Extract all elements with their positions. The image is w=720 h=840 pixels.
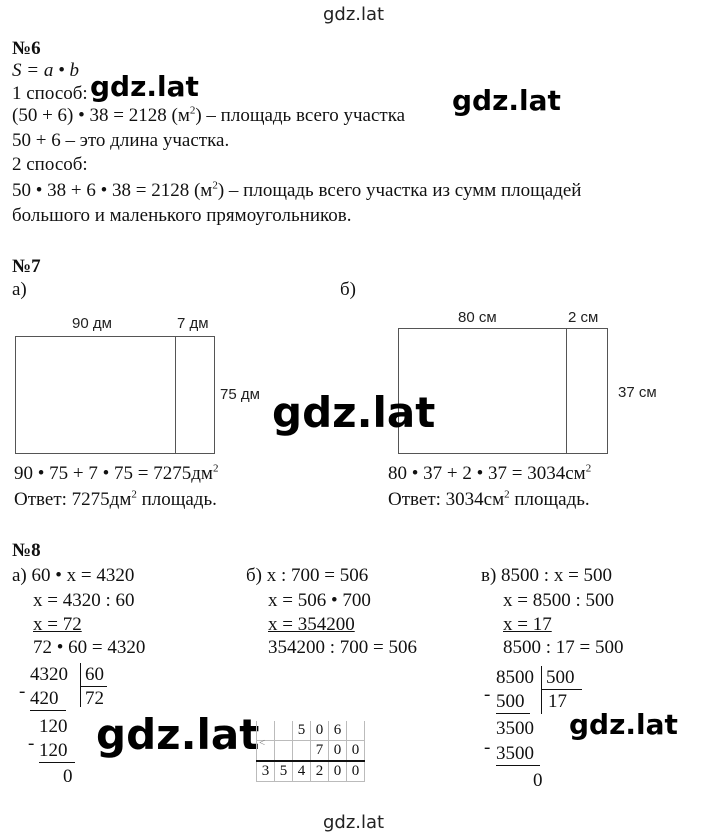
diagram-b-divider bbox=[566, 328, 567, 454]
footer-watermark: gdz.lat bbox=[323, 812, 385, 833]
task7-a-calc: 90 • 75 + 7 • $75 = 7275дм^2$ bbox=[14, 462, 219, 484]
grid-cell bbox=[275, 741, 293, 762]
task8-b-check: 354200 : 700 = 506 bbox=[268, 637, 417, 658]
division-c-line bbox=[496, 713, 530, 714]
division-c-sub2: 3500 bbox=[496, 743, 534, 764]
grid-cell: 7 bbox=[311, 741, 329, 762]
task6-title: №6 bbox=[12, 38, 41, 59]
diagram-b-width-small: 2 см bbox=[568, 309, 599, 326]
task8-b-step: x = 506 • 700 bbox=[268, 590, 371, 611]
diagram-a-width-small: 7 дм bbox=[177, 315, 209, 332]
task8-a-step: x = 4320 : 60 bbox=[33, 590, 135, 611]
task6-way1-label: 1 способ: bbox=[12, 83, 88, 104]
multiply-sign: < bbox=[259, 737, 266, 749]
task7-b-calc: 80 • 37 + 2 • $37 = 3034см^2$ bbox=[388, 462, 592, 484]
division-c-divisor: 500 bbox=[546, 667, 575, 688]
diagram-b-width-big: 80 см bbox=[458, 309, 497, 326]
division-c-line bbox=[542, 689, 582, 690]
task8-a-check: 72 • 60 = 4320 bbox=[33, 637, 146, 658]
watermark-logo: gdz.lat bbox=[92, 710, 263, 759]
task6-way2-line1: 50 • 38 + 6 • 38 = 2128 $(м^2)$ – площадь всего участка из сумм площадей bbox=[12, 179, 582, 201]
diagram-b-height: 37 см bbox=[618, 384, 657, 401]
grid-cell: 0 bbox=[347, 761, 365, 782]
task6-way1-line1: (50 + 6) • 38 = 2128 $(м^2)$ – площадь всего участка bbox=[12, 104, 406, 126]
division-a-sub1: 420 bbox=[30, 688, 59, 709]
task8-c-equation: в) 8500 : x = 500 bbox=[481, 565, 613, 586]
watermark-logo: gdz.lat bbox=[90, 70, 199, 103]
task6-formula: S = a • b bbox=[12, 60, 79, 81]
task7-label-b: б) bbox=[340, 279, 356, 300]
division-a-line bbox=[39, 762, 75, 763]
grid-cell: 6 bbox=[329, 721, 347, 741]
watermark-logo: gdz.lat bbox=[452, 84, 561, 117]
grid-cell bbox=[347, 721, 365, 741]
grid-cell: 3 bbox=[257, 761, 275, 782]
task6-way1-line2: 50 + 6 – это длина участка. bbox=[12, 130, 230, 151]
division-c-quotient: 17 bbox=[548, 691, 567, 712]
division-a-line bbox=[30, 710, 66, 711]
division-a-rem1: 120 bbox=[39, 716, 68, 737]
division-c-sub1: 500 bbox=[496, 691, 525, 712]
task8-title: №8 bbox=[12, 540, 41, 561]
task7-title: №7 bbox=[12, 256, 41, 277]
task8-c-step: x = 8500 : 500 bbox=[503, 590, 614, 611]
grid-cell: 0 bbox=[311, 721, 329, 741]
grid-cell: 4 bbox=[293, 761, 311, 782]
multiplication-grid bbox=[256, 721, 365, 782]
minus-sign: - bbox=[484, 737, 491, 758]
division-a-line bbox=[81, 686, 107, 687]
task7-b-answer: Ответ: $3034см^2$ площадь. bbox=[388, 488, 590, 510]
diagram-a-height: 75 дм bbox=[220, 386, 260, 403]
task6-way2-label: 2 способ: bbox=[12, 154, 88, 175]
header-watermark: gdz.lat bbox=[323, 4, 385, 25]
division-a-sub2: 120 bbox=[39, 740, 68, 761]
diagram-a-rectangle bbox=[15, 336, 215, 454]
grid-cell: 0 bbox=[329, 741, 347, 762]
minus-sign: - bbox=[28, 733, 35, 754]
minus-sign: - bbox=[484, 684, 491, 705]
division-a-remainder: 0 bbox=[63, 766, 73, 787]
watermark-logo: gdz.lat bbox=[272, 388, 436, 437]
watermark-logo: gdz.lat bbox=[569, 708, 678, 741]
division-c-bar bbox=[541, 666, 542, 714]
division-a-divisor: 60 bbox=[85, 664, 104, 685]
grid-cell: 0 bbox=[329, 761, 347, 782]
task7-a-answer: Ответ: $7275дм^2$ площадь. bbox=[14, 488, 217, 510]
grid-cell bbox=[293, 741, 311, 762]
task8-b-equation: б) x : 700 = 506 bbox=[246, 565, 369, 586]
task6-way2-line2: большого и маленького прямоугольников. bbox=[12, 205, 352, 226]
division-c-rem1: 3500 bbox=[496, 718, 534, 739]
grid-cell bbox=[275, 721, 293, 741]
minus-sign: - bbox=[19, 681, 26, 702]
grid-cell: 0 bbox=[347, 741, 365, 762]
division-c-dividend: 8500 bbox=[496, 667, 534, 688]
task8-a-answer: x = 72 bbox=[33, 614, 82, 635]
grid-cell: 5 bbox=[275, 761, 293, 782]
grid-cell: 5 bbox=[293, 721, 311, 741]
division-a-quotient: 72 bbox=[85, 688, 104, 709]
task8-a-equation: а) 60 • x = 4320 bbox=[12, 565, 135, 586]
task7-label-a: а) bbox=[12, 279, 27, 300]
diagram-a-width-big: 90 дм bbox=[72, 315, 112, 332]
task8-c-answer: x = 17 bbox=[503, 614, 552, 635]
task8-b-answer: x = 354200 bbox=[268, 614, 355, 635]
division-c-line bbox=[496, 765, 540, 766]
task8-c-check: 8500 : 17 = 500 bbox=[503, 637, 624, 658]
grid-cell: 2 bbox=[311, 761, 329, 782]
division-c-remainder: 0 bbox=[533, 770, 543, 791]
diagram-a-divider bbox=[175, 336, 176, 454]
division-a-bar bbox=[80, 663, 81, 707]
division-a-dividend: 4320 bbox=[30, 664, 68, 685]
